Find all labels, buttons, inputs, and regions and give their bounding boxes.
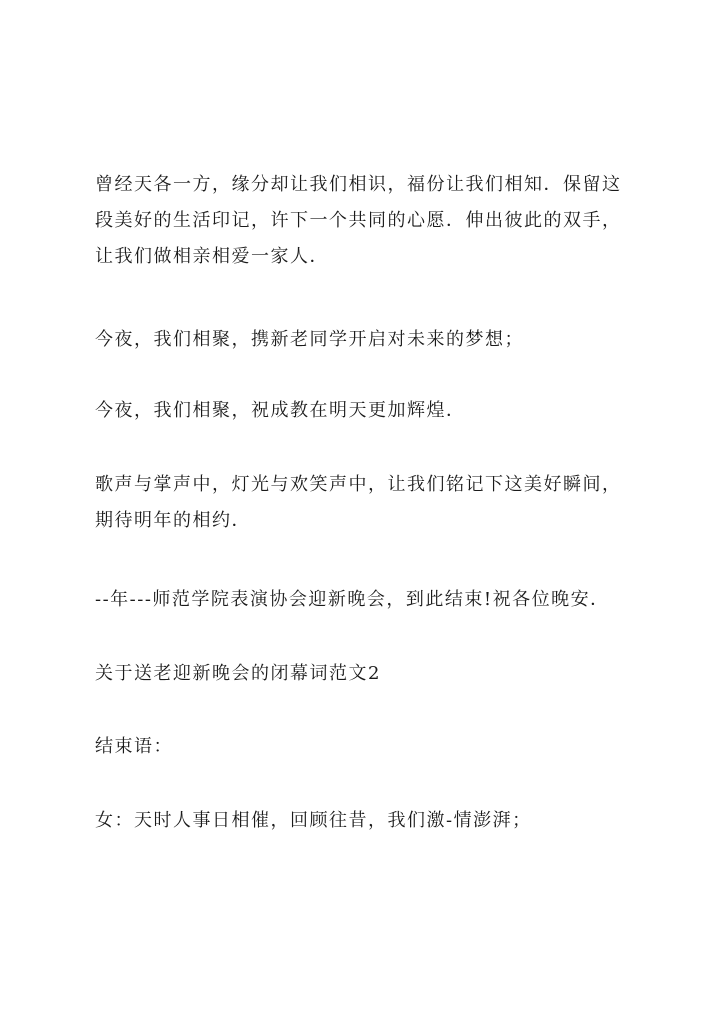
paragraph-female-host-line: 女：天时人事日相催，回顾往昔，我们激-情澎湃； — [95, 810, 532, 831]
paragraph-songs-applause: 歌声与掌声中，灯光与欢笑声中，让我们铭记下这美好瞬间，期待明年的相约． — [95, 474, 622, 531]
paragraph-closing-announcement: --年---师范学院表演协会迎新晚会，到此结束!祝各位晚安． — [95, 589, 610, 610]
paragraph-intro: 曾经天各一方，缘分却让我们相识，福份让我们相知．保留这段美好的生活印记，许下一个共同的心愿．伸出彼此的双手，让我们做相亲相爱一家人． — [95, 174, 622, 267]
paragraph-tonight-glory: 今夜，我们相聚，祝成教在明天更加辉煌． — [95, 400, 466, 421]
section-heading: 关于送老迎新晚会的闭幕词范文2 — [95, 663, 381, 684]
paragraph-tonight-dreams: 今夜，我们相聚，携新老同学开启对未来的梦想； — [95, 329, 524, 350]
closing-remarks-label: 结束语： — [95, 736, 173, 757]
